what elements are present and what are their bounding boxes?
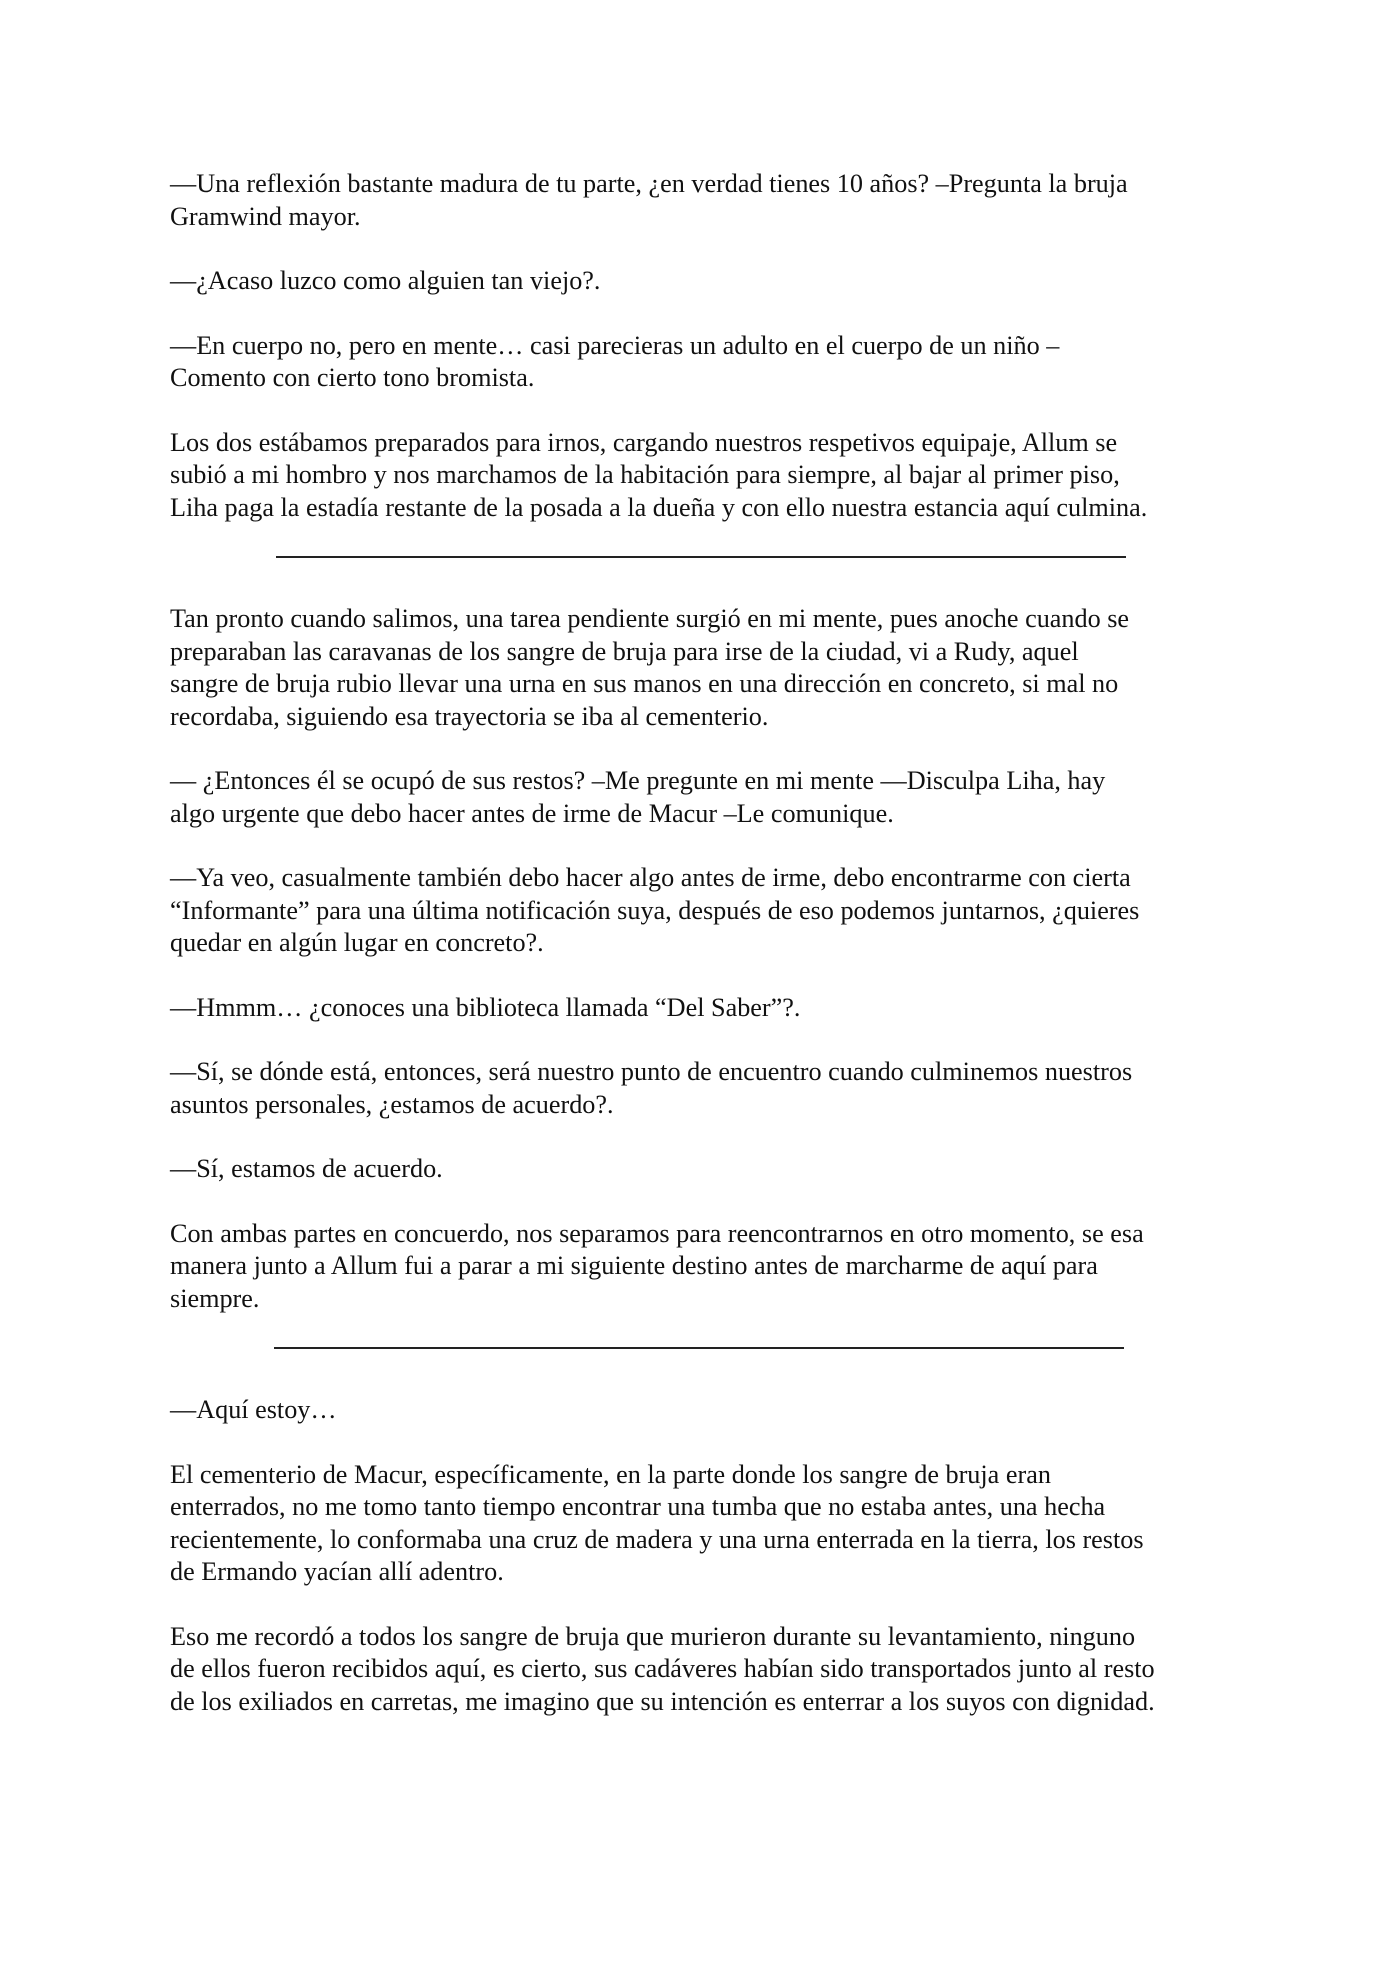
text-line: manera junto a Allum fui a parar a mi siguiente destino antes de marcharme de aquí para: [170, 1251, 1098, 1280]
text-line: subió a mi hombro y nos marchamos de la habitación para siempre, al bajar al primer piso,: [170, 460, 1120, 489]
text-line: —Sí, estamos de acuerdo.: [170, 1154, 443, 1183]
text-line: enterrados, no me tomo tanto tiempo encontrar una tumba que no estaba antes, una hecha: [170, 1492, 1106, 1521]
text-line: Liha paga la estadía restante de la posada a la dueña y con ello nuestra estancia aquí culmina.: [170, 492, 1148, 522]
paragraph: [170, 427, 1235, 525]
paragraph: [170, 265, 1235, 298]
text-line: Los dos estábamos preparados para irnos, cargando nuestros respetivos equipaje, Allum se: [170, 427, 1118, 457]
text-line: —Hmmm… ¿conoces una biblioteca llamada “Del Saber”?.: [170, 992, 801, 1022]
paragraph: [170, 1056, 1235, 1121]
paragraph: [170, 168, 1235, 233]
text-line: —¿Acaso luzco como alguien tan viejo?.: [170, 266, 601, 295]
paragraph: [170, 603, 1235, 733]
text-line: algo urgente que debo hacer antes de irme de Macur –Le comunique.: [170, 798, 894, 828]
paragraph: [170, 1459, 1235, 1589]
text-line: —En cuerpo no, pero en mente… casi parecieras un adulto en el cuerpo de un niño –: [170, 330, 1060, 360]
text-line: Con ambas partes en concuerdo, nos separamos para reencontrarnos en otro momento, se esa: [170, 1218, 1144, 1248]
text-line: El cementerio de Macur, específicamente, en la parte donde los sangre de bruja eran: [170, 1459, 1051, 1489]
paragraph: [170, 765, 1235, 830]
section-divider: [276, 556, 1126, 558]
text-line: —Sí, se dónde está, entonces, será nuestro punto de encuentro cuando culminemos nuestros: [170, 1057, 1133, 1086]
text-line: de Ermando yacían allí adentro.: [170, 1557, 504, 1586]
paragraph: [170, 1153, 1235, 1186]
paragraph: [170, 862, 1235, 960]
text-line: asuntos personales, ¿estamos de acuerdo?.: [170, 1089, 614, 1119]
text-line: recordaba, siguiendo esa trayectoria se iba al cementerio.: [170, 701, 769, 731]
paragraph: [170, 1218, 1235, 1316]
text-line: —Una reflexión bastante madura de tu parte, ¿en verdad tienes 10 años? –Pregunta la bruja: [170, 169, 1128, 198]
text-line: siempre.: [170, 1283, 260, 1313]
text-line: de los exiliados en carretas, me imagino que su intención es enterrar a los suyos con dignidad.: [170, 1686, 1155, 1716]
paragraph: [170, 1621, 1235, 1719]
paragraph: [170, 330, 1235, 395]
text-line: de ellos fueron recibidos aquí, es cierto, sus cadáveres habían sido transportados junto al resto: [170, 1654, 1155, 1683]
text-line: Tan pronto cuando salimos, una tarea pendiente surgió en mi mente, pues anoche cuando se: [170, 604, 1130, 633]
document-body: [170, 168, 1235, 1750]
text-line: preparaban las caravanas de los sangre de bruja para irse de la ciudad, vi a Rudy, aquel: [170, 636, 1079, 666]
paragraph: [170, 1394, 1235, 1427]
paragraph: [170, 992, 1235, 1025]
text-line: recientemente, lo conformaba una cruz de madera y una urna enterrada en la tierra, los restos: [170, 1524, 1144, 1554]
text-line: “Informante” para una última notificación suya, después de eso podemos juntarnos, ¿quieres: [170, 895, 1140, 925]
text-line: Comento con cierto tono bromista.: [170, 363, 535, 392]
text-line: sangre de bruja rubio llevar una urna en sus manos en una dirección en concreto, si mal no: [170, 669, 1119, 698]
text-line: Gramwind mayor.: [170, 201, 361, 231]
text-line: —Aquí estoy…: [170, 1395, 337, 1424]
text-line: — ¿Entonces él se ocupó de sus restos? –Me pregunte en mi mente —Disculpa Liha, hay: [170, 766, 1106, 795]
text-line: Eso me recordó a todos los sangre de bruja que murieron durante su levantamiento, ninguno: [170, 1621, 1136, 1651]
text-line: —Ya veo, casualmente también debo hacer algo antes de irme, debo encontrarme con cierta: [170, 863, 1131, 892]
section-divider: [274, 1347, 1124, 1349]
text-line: quedar en algún lugar en concreto?.: [170, 928, 544, 957]
